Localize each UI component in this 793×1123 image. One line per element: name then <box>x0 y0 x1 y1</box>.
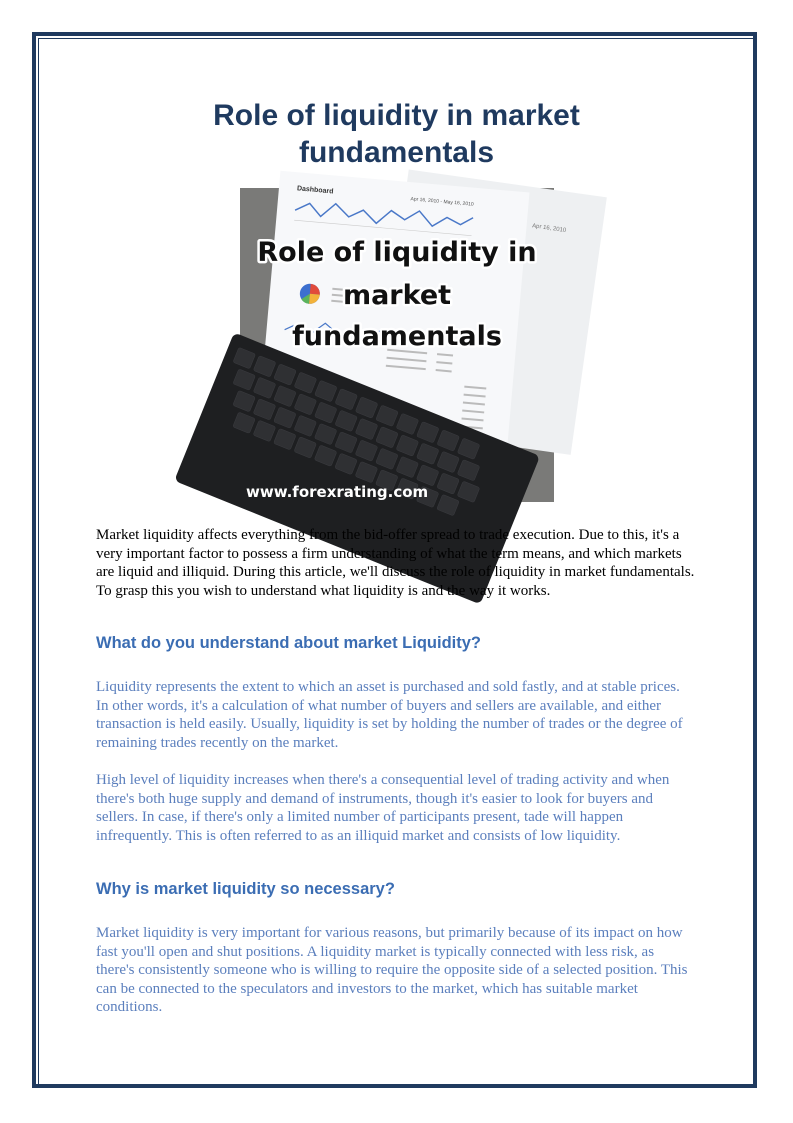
intro-paragraph: Market liquidity affects everything from the bid-offer spread to trade execution. Due to this, it's a very important factor to possess a firm understanding of what the term means, and which markets are liquid and illiquid. During this article, we'll discuss the role of liquidity in market fundamentals. To grasp this you wish to understand what liquidity is and the way it works. <box>96 527 695 599</box>
hero-image <box>240 185 567 502</box>
section-heading-liquidity: What do you understand about market Liquidity? <box>96 634 482 652</box>
overlay-line-2: market <box>342 280 452 311</box>
dashboard-label: Dashboard <box>296 185 334 196</box>
date-label: Apr 16, 2010 - May 16, 2010 <box>410 196 474 208</box>
section-heading-necessary: Why is market liquidity so necessary? <box>96 880 395 898</box>
overlay-line-3: fundamentals <box>292 321 502 352</box>
watermark: www.forexrating.com <box>246 483 429 501</box>
section1-paragraph-2: High level of liquidity increases when there's a consequential level of trading activity and when there's both huge supply and demand of instruments, though it's easier to look for buyers and sellers. In case, if there's only a limited number of participants present, tade will happen infrequently. This is often referred to as an illiquid market and consists of low liquidity. <box>96 772 670 844</box>
overlay-line-1: Role of liquidity in <box>257 237 537 268</box>
section2-paragraph-1: Market liquidity is very important for various reasons, but primarily because of its impact on how fast you'll open and shut positions. A liquidity market is typically connected with less risk, as there's consistently someone who is willing to require the opposite side of a selected position. This can be connected to the speculators and investors to the market, which has suitable market conditions. <box>96 925 688 1015</box>
page-title: Role of liquidity in market fundamentals <box>213 99 580 169</box>
svg-text:Apr 16, 2010: Apr 16, 2010 <box>531 223 567 234</box>
section1-paragraph-1: Liquidity represents the extent to which an asset is purchased and sold fastly, and at stable prices. In other words, it's a calculation of what number of buyers and sellers are available, and either transaction is held easily. Usually, liquidity is set by holding the number of trades or the degree of remaining trades recently on the market. <box>96 679 683 751</box>
